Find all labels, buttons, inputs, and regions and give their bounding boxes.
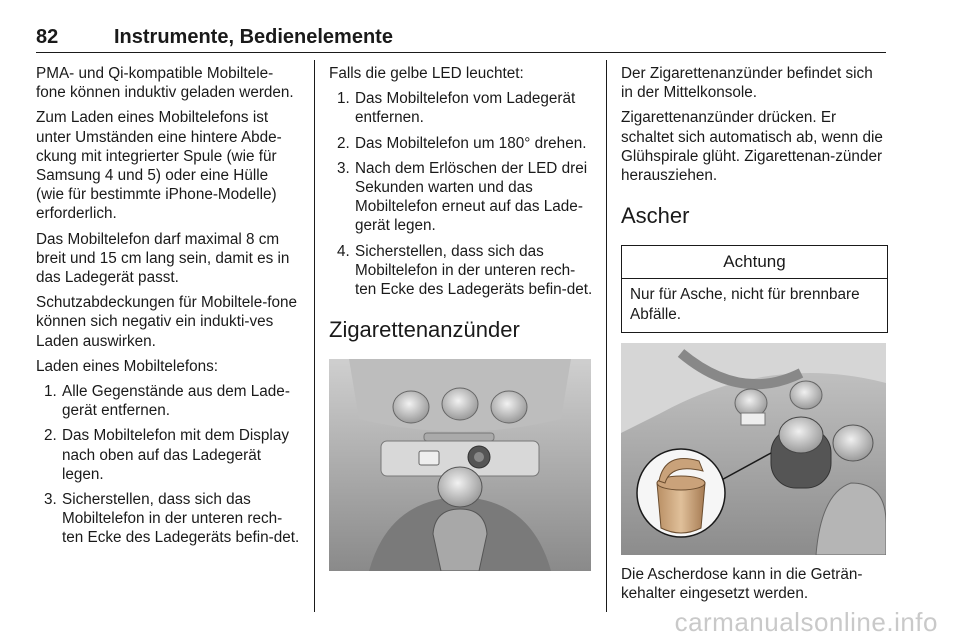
warning-title: Achtung — [622, 246, 887, 279]
list-item — [36, 426, 300, 484]
step-number: 3. — [337, 159, 350, 177]
paragraph: Zigarettenanzünder drücken. Er schaltet sich automatisch ab, wenn die Glühspirale glüht. Zigarettenan-zünder herausziehen. — [621, 109, 883, 185]
paragraph: Schutzabdeckungen für Mobiltele-fone können sich negativ ein indukti-ves Laden auswirken. — [36, 294, 298, 350]
cigarette-lighter-illustration — [329, 359, 591, 571]
paragraph: Laden eines Mobiltelefons: — [36, 357, 218, 375]
step-number: 2. — [337, 134, 350, 152]
step-text: Sicherstellen, dass sich das Mobiltelefon in der unteren rech-ten Ecke des Ladegeräts befin-det. — [355, 242, 593, 299]
section-title: Instrumente, Bedienelemente — [114, 26, 393, 48]
step-text: Alle Gegenstände aus dem Lade-gerät entfernen. — [62, 383, 290, 420]
column-left — [36, 64, 300, 554]
step-text: Sicherstellen, dass sich das Mobiltelefon in der unteren rech-ten Ecke des Ladegeräts befin-det. — [62, 491, 300, 547]
paragraph: Zum Laden eines Mobiltelefons ist unter Umständen eine hintere Abde-ckung mit integrierter Spule (wie für Samsung 4 und 5) oder eine Hülle (wie für bestimmte iPhone-Modelle) erforderlich. — [36, 109, 282, 223]
paragraph: Falls die gelbe LED leuchtet: — [329, 65, 524, 82]
paragraph: Der Zigarettenanzünder befindet sich in der Mittelkonsole. — [621, 65, 873, 102]
list-item — [36, 490, 300, 548]
list-item — [329, 242, 594, 300]
column-middle — [329, 64, 594, 571]
list-item — [36, 382, 300, 420]
step-list — [36, 382, 300, 548]
step-number: 4. — [337, 242, 350, 260]
list-item — [329, 134, 594, 153]
step-number: 1. — [44, 383, 57, 401]
warning-box — [621, 245, 888, 333]
warning-text: Nur für Asche, nicht für brennbare Abfälle. — [630, 286, 860, 323]
paragraph: PMA- und Qi-kompatible Mobiltele-fone können induktiv geladen werden. — [36, 65, 294, 102]
list-item — [329, 89, 594, 127]
step-number: 3. — [44, 491, 57, 509]
list-item — [329, 159, 594, 236]
step-text: Das Mobiltelefon vom Ladegerät entfernen. — [355, 90, 576, 127]
column-right — [621, 64, 888, 609]
watermark: carmanualsonline.info — [674, 607, 938, 637]
heading-cigarette-lighter: Zigarettenanzünder — [329, 317, 520, 343]
paragraph: Das Mobiltelefon darf maximal 8 cm breit und 15 cm lang sein, damit es in das Ladegerät passt. — [36, 230, 290, 287]
step-number: 2. — [44, 427, 57, 445]
step-number: 1. — [337, 90, 350, 108]
heading-ashtray: Ascher — [621, 203, 690, 229]
step-text: Nach dem Erlöschen der LED drei Sekunden warten und das Mobiltelefon erneut auf das Lade-gerät legen. — [355, 159, 588, 235]
step-text: Das Mobiltelefon um 180° drehen. — [355, 134, 587, 152]
step-list — [329, 89, 594, 299]
paragraph: Die Ascherdose kann in die Geträn-kehalter eingesetzt werden. — [621, 565, 863, 603]
step-text: Das Mobiltelefon mit dem Display nach oben auf das Ladegerät legen. — [62, 427, 289, 483]
column-divider — [606, 60, 607, 612]
page-header — [36, 26, 886, 53]
column-divider — [314, 60, 315, 612]
page-number: 82 — [36, 26, 59, 48]
ashtray-illustration — [621, 343, 886, 555]
